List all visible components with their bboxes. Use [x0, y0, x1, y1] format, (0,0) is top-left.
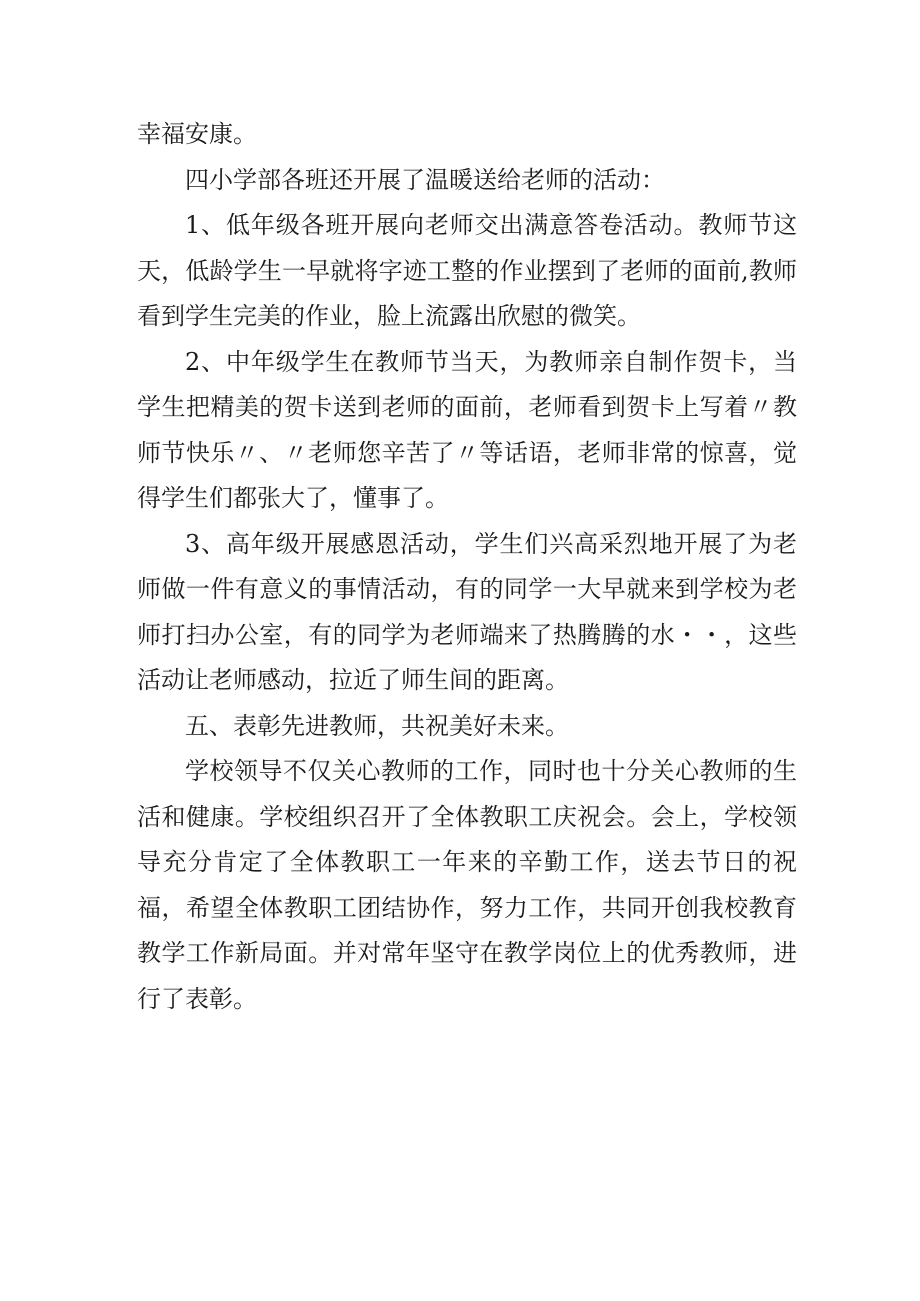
- paragraph-lower-grades: 1、低年级各班开展向老师交出满意答卷活动。教师节这天，低龄学生一早就将字迹工整的作业摆到了老师的面前,教师看到学生完美的作业，脸上流露出欣慰的微笑。: [137, 211, 797, 330]
- paragraph-commendation: 学校领导不仅关心教师的工作，同时也十分关心教师的生活和健康。学校组织召开了全体教职工庆祝会。会上，学校领导充分肯定了全体教职工一年来的辛勤工作，送去节日的祝福，希望全体教职工团结协作，努力工作，共同开创我校教育教学工作新局面。并对常年坚守在教学岗位上的优秀教师，进行了表彰。: [137, 757, 797, 1013]
- section-heading-commendation: 五、表彰先进教师，共祝美好未来。: [185, 711, 569, 740]
- paragraph-activities-intro: 四小学部各班还开展了温暖送给老师的活动：: [185, 165, 665, 194]
- paragraph-continuation: 幸福安康。: [137, 120, 257, 148]
- paragraph-upper-grades: 3、高年级开展感恩活动，学生们兴高采烈地开展了为老师做一件有意义的事情活动，有的同学一大早就来到学校为老师打扫办公室，有的同学为老师端来了热腾腾的水・・，这些活动让老师感动，拉近了师生间的距离。: [137, 529, 797, 694]
- document-body: [137, 112, 797, 1022]
- paragraph-middle-grades: 2、中年级学生在教师节当天，为教师亲自制作贺卡，当学生把精美的贺卡送到老师的面前，老师看到贺卡上写着〃教师节快乐〃、〃老师您辛苦了〃等话语，老师非常的惊喜，觉得学生们都张大了，懂事了。: [137, 347, 797, 512]
